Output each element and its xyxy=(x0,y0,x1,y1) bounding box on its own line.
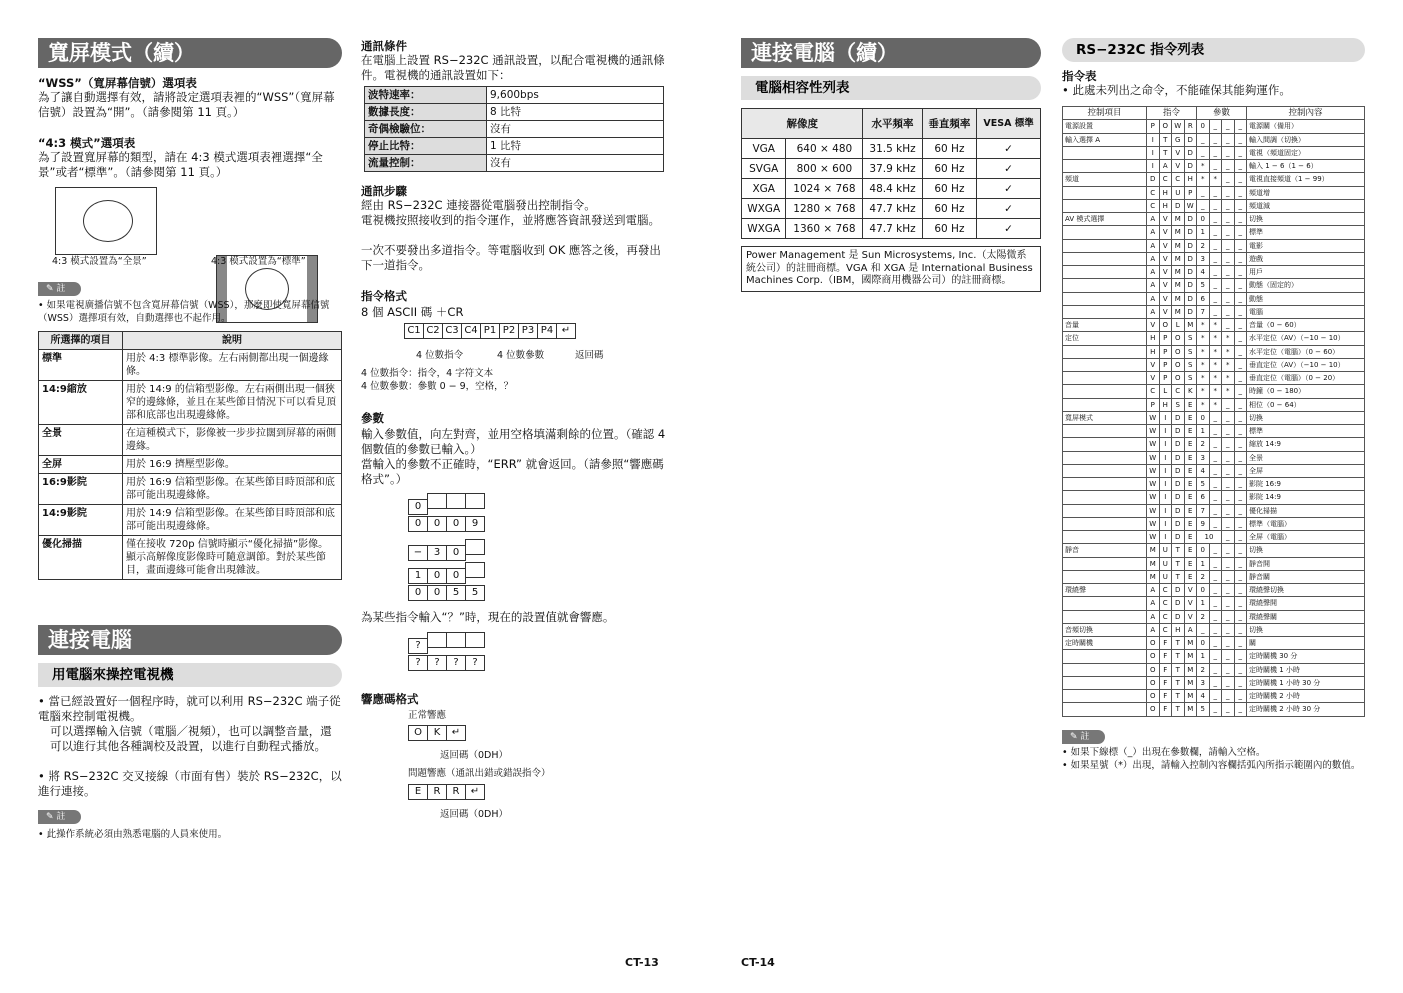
resp-return-1: 返回碼（0DH） xyxy=(440,750,509,761)
table-row: W I D E 9 _ _ _ 標準（電腦） xyxy=(1063,517,1365,530)
compat-subtitle: 電腦相容性列表 xyxy=(741,76,1041,100)
page-number-14: CT-14 xyxy=(741,956,775,969)
param-body-2: 當輸入的參數不正確時，“ERR” 就會返回。（請參照“響應碼格式”。） xyxy=(361,457,664,486)
table-row: O F T M 3 _ _ _ 定時關機 1 小時 30 分 xyxy=(1063,676,1365,689)
table-row: H P O S * * * _ 水平定位（電腦）（0 − 60） xyxy=(1063,345,1365,358)
table-row: 頻道 D C C H * * _ _ 電視直接頻道（1 − 99） xyxy=(1063,173,1365,186)
table-row: 環繞聲 A C D V 0 _ _ _ 環繞聲切換 xyxy=(1063,584,1365,597)
table-row: W I D E 4 _ _ _ 全屏 xyxy=(1063,464,1365,477)
underscore-note: • 如果下線標（_）出現在參數欄，請輸入空格。 xyxy=(1062,747,1266,758)
fmt-boxes: C1 C2 C3 C4 P1 P2 P3 P4 ↵ xyxy=(404,323,575,339)
table-row: 流量控制： 沒有 xyxy=(365,155,664,172)
table-row: 定時關機 O F T M 0 _ _ _ 關 xyxy=(1063,637,1365,650)
comm-table xyxy=(364,86,664,172)
proc-line-3: 一次不要發出多道指令。等電腦收到 OK 應答之後，再發出下一道指令。 xyxy=(361,243,661,272)
fmt-label-cmd: 4 位數指令 xyxy=(416,350,464,361)
table-row: W I D E 3 _ _ _ 全景 xyxy=(1063,451,1365,464)
param-example: 0 xyxy=(408,493,484,515)
panorama-diagram xyxy=(55,187,157,255)
wide-mode-title: 寬屏模式（續） xyxy=(38,38,342,68)
cmd-bullet: • 此處未列出之命令，不能確保其能夠運作。 xyxy=(1062,83,1291,97)
table-row: W I D E 10 _ _ 全屏（電腦） xyxy=(1063,531,1365,544)
table-row: W I D E 5 _ _ _ 影院 16:9 xyxy=(1063,478,1365,491)
pc-subtitle: 用電腦來操控電視機 xyxy=(38,663,342,687)
table-row: A V M D 2 _ _ _ 電影 xyxy=(1063,239,1365,252)
fmt-label-param: 4 位數參數 xyxy=(497,350,545,361)
param-example: 0 0 5 5 xyxy=(408,585,484,601)
table-row: 寬屏模式 W I D E 0 _ _ _ 切換 xyxy=(1063,411,1365,424)
table-row: 16:9影院 用於 16:9 信箱型影像。在某些節目時頂部和底部可能出現邊緣條。 xyxy=(39,474,342,505)
pc-title: 連接電腦 xyxy=(38,625,342,655)
compat-table: 解像度 水平頻率 垂直頻率 VESA 標準 VGA 640 × 480 31.5 kHz 60 Hz ✓ SVGA 800 × 600 37.9 kHz 60 Hz ✓ XGA 1024 × 768 48.4 kHz 60 Hz ✓ WXGA 1280 × 768 47.7 kHz 60 Hz ✓ WXGA 1360 × 768 47.7 kHz 60 Hz ✓ xyxy=(741,108,1041,239)
table-row: A C D V 1 _ _ _ 環繞聲開 xyxy=(1063,597,1365,610)
table-row: W I D E 7 _ _ _ 優化掃描 xyxy=(1063,504,1365,517)
table-row: 波特速率： 9,600bps xyxy=(365,87,664,104)
table-row: 全屏 用於 16:9 擠壓型影像。 xyxy=(39,456,342,474)
query-example: ? ? ? ? xyxy=(408,655,484,671)
param-heading: 參數 xyxy=(361,411,384,425)
mode43-heading: “4:3 模式”選項表 xyxy=(38,136,136,150)
table-row: A V M D 5 _ _ _ 動態（固定的） xyxy=(1063,279,1365,292)
resp-heading: 響應碼格式 xyxy=(361,692,419,706)
table-row: 音頻切換 A C H A _ _ _ _ 切換 xyxy=(1063,623,1365,636)
proc-line-1: 經由 RS−232C 連接器從電腦發出控制指令。 xyxy=(361,198,596,212)
operator-note: • 此操作系統必須由熟悉電腦的人員來使用。 xyxy=(38,829,228,840)
table-row: O F T M 5 _ _ _ 定時關機 2 小時 30 分 xyxy=(1063,703,1365,716)
table-row: V P O S * * * _ 垂直定位（電腦）（0 − 20） xyxy=(1063,372,1365,385)
param-example: 0 0 0 9 xyxy=(408,516,484,532)
fmt-desc-1: 4 位數指令：指令，4 字符文本 xyxy=(361,368,494,379)
resp-error-label: 問題響應（通訊出錯或錯誤指令） xyxy=(408,768,551,779)
table-row: A V M D 7 _ _ _ 電腦 xyxy=(1063,305,1365,318)
wss-body: 為了讓自動選擇有效，請將設定選項表裡的“WSS”（寬屏幕信號）設置為“開”。（請參閱第 11 頁。） xyxy=(38,90,335,119)
table-row: A C D V 2 _ _ _ 環繞聲關 xyxy=(1063,610,1365,623)
table-row: 數據長度： 8 比特 xyxy=(365,104,664,121)
table-row: WXGA 1360 × 768 47.7 kHz 60 Hz ✓ xyxy=(742,219,1041,239)
resp-ok-boxes: O K ↵ xyxy=(408,725,465,741)
comm-body: 在電腦上設置 RS−232C 通訊設置，以配合電視機的通訊條件。電視機的通訊設置如下： xyxy=(361,53,665,82)
table-row: A V M D 6 _ _ _ 動態 xyxy=(1063,292,1365,305)
table-row: W I D E 6 _ _ _ 影院 14:9 xyxy=(1063,491,1365,504)
table-row: A V M D 3 _ _ _ 遊戲 xyxy=(1063,252,1365,265)
resp-err-boxes: E R R ↵ xyxy=(408,784,484,800)
query-example: ? xyxy=(408,632,484,654)
command-table: 控制項目 指令 參數 控制內容 電源設置 P O W R 0 _ _ _ 電源關（備用） 輸入選擇 A I T G D _ _ _ _ 輸入間調（切換） I T V D _ _ _ _ 電視（頻道固定） I A V D * _ _ _ 輸入 1 − 6（1 − 6） 頻道 D C C H * * _ _ 電視直接頻道（1 − 99） C H U P _ _ _ _ 頻道增 C H D W _ _ _ _ 頻道減 AV 模式選擇 A V M D 0 _ _ _ 切換 A V M D 1 _ _ _ 標準 A V M D 2 _ _ _ 電影 A V M D 3 _ _ _ 遊戲 A V M D 4 _ _ _ 用戶 A V M D 5 _ _ _ 動態（固定的） A V M D 6 _ _ _ 動態 A V M D 7 _ _ _ 電腦 音量 V O L M * * _ _ 音量（0 − 60） 定位 H P O S * * * _ 水平定位（AV）（−10 − 10） H P O S * * * _ 水平定位（電腦）（0 − 60） V P O S * * * _ 垂直定位（AV）（−10 − 10） V P O S * * * _ 垂直定位（電腦）（0 − 20） C L C K * * * _ 時鐘（0 − 180） P H S E * * _ _ 相位（0 − 64） 寬屏模式 W I D E 0 _ _ _ 切換 W I D E 1 _ _ _ 標準 W I D E 2 _ _ _ 縮放 14:9 W I D E 3 _ _ _ 全景 W I D E 4 _ _ _ 全屏 W I D E 5 _ _ _ 影院 16:9 W I D E 6 _ _ _ 影院 14:9 W I D E 7 _ _ _ 優化掃描 W I D E 9 _ _ _ 標準（電腦） W I D E 10 _ _ 全屏（電腦） 靜音 M U T E 0 _ _ _ 切換 M U T E 1 _ _ _ 靜音開 M U T E 2 _ _ _ 靜音關 環繞聲 A C D V 0 _ _ _ 環繞聲切換 A C D V 1 _ _ _ 環繞聲開 A C D V 2 _ _ _ 環繞聲關 音頻切換 A C H A _ _ _ _ 切換 定時關機 O F T M 0 _ _ _ 關 O F T M 1 _ _ _ 定時關機 30 分 O F T M 2 _ _ _ 定時關機 1 小時 O F T M 3 _ _ _ 定時關機 1 小時 30 分 O F T M 4 _ _ _ 定時關機 2 小時 O F T M 5 _ _ _ 定時關機 2 小時 30 分 xyxy=(1062,106,1365,717)
pc-continued-title: 連接電腦（續） xyxy=(741,38,1041,68)
table-row: 電源設置 P O W R 0 _ _ _ 電源關（備用） xyxy=(1063,120,1365,133)
param-example: 1 0 0 xyxy=(408,562,484,584)
cmd-heading: 指令表 xyxy=(1062,69,1097,83)
mode43-body: 為了設置寬屏幕的類型，請在 4:3 模式選項表裡選擇“全景”或者“標準”。（請參閱第 11 頁。） xyxy=(38,150,323,179)
table-row: M U T E 1 _ _ _ 靜音開 xyxy=(1063,557,1365,570)
fmt-label-return: 返回碼 xyxy=(575,350,604,361)
pc-bullet-1: • 當已經設置好一個程序時，就可以利用 RS−232C 端子從電腦來控制電視機。 xyxy=(38,694,341,723)
table-row: 停止比特： 1 比特 xyxy=(365,138,664,155)
table-row: A V M D 4 _ _ _ 用戶 xyxy=(1063,266,1365,279)
wss-note: • 如果電視廣播信號不包含寬屏幕信號（WSS），那麼即使寬屏幕信號（WSS）選擇項有效，自動選擇也不起作用。 xyxy=(38,300,330,324)
proc-line-2: 電視機按照接收到的指令運作，並將應答資訊發送到電腦。 xyxy=(361,213,660,227)
table-row: 音量 V O L M * * _ _ 音量（0 − 60） xyxy=(1063,319,1365,332)
fmt-line: 8 個 ASCII 碼 ＋CR xyxy=(361,305,464,319)
table-row: 定位 H P O S * * * _ 水平定位（AV）（−10 − 10） xyxy=(1063,332,1365,345)
param-example: − 3 0 xyxy=(408,539,484,561)
note-badge-2: ✎ 註 xyxy=(38,810,81,824)
table-row: WXGA 1280 × 768 47.7 kHz 60 Hz ✓ xyxy=(742,199,1041,219)
table-row: 全景 在這種模式下，影像被一步步拉闊到屏幕的兩側邊緣。 xyxy=(39,425,342,456)
table-row: C H D W _ _ _ _ 頻道減 xyxy=(1063,199,1365,212)
comm-heading: 通訊條件 xyxy=(361,39,407,53)
asterisk-note: • 如果星號（*）出現，請輸入控制內容欄括弧內所指示範圍內的數值。 xyxy=(1062,760,1361,771)
table-row: C H U P _ _ _ _ 頻道增 xyxy=(1063,186,1365,199)
trademark-box: Power Management 是 Sun Microsystems, Inc.（太陽微系統公司）的註冊商標。VGA 和 XGA 是 International Business Machines Corp.（IBM，國際商用機器公司）的註冊商標。 xyxy=(741,246,1041,292)
table-row: P H S E * * _ _ 相位（0 − 64） xyxy=(1063,398,1365,411)
pc-bullet-1b: 可以選擇輸入信號（電腦／視頻），也可以調整音量，還可以進行其他各種調校及設置，以進行自動程式播放。 xyxy=(50,724,332,753)
table-row: W I D E 1 _ _ _ 標準 xyxy=(1063,425,1365,438)
table-row: 輸入選擇 A I T G D _ _ _ _ 輸入間調（切換） xyxy=(1063,133,1365,146)
table-row: 奇偶檢驗位： 沒有 xyxy=(365,121,664,138)
table-row: 靜音 M U T E 0 _ _ _ 切換 xyxy=(1063,544,1365,557)
caption-panorama: 4:3 模式設置為“全景” xyxy=(52,256,147,267)
table-row: I A V D * _ _ _ 輸入 1 − 6（1 − 6） xyxy=(1063,160,1365,173)
table-row: W I D E 2 _ _ _ 縮放 14:9 xyxy=(1063,438,1365,451)
fmt-heading: 指令格式 xyxy=(361,289,407,303)
table-row: O F T M 2 _ _ _ 定時關機 1 小時 xyxy=(1063,663,1365,676)
table-row: V P O S * * * _ 垂直定位（AV）（−10 − 10） xyxy=(1063,358,1365,371)
page-number-13: CT-13 xyxy=(625,956,659,969)
table-row: O F T M 1 _ _ _ 定時關機 30 分 xyxy=(1063,650,1365,663)
cmd-list-title: RS−232C 指令列表 xyxy=(1062,38,1365,62)
caption-standard: 4:3 模式設置為“標準” xyxy=(211,256,306,267)
param-body-1: 輸入參數值，向左對齊，並用空格填滿剩餘的位置。（確認 4 個數值的參數已輸入。） xyxy=(361,427,666,456)
query-text: 為某些指令輸入“？”時，現在的設置值就會響應。 xyxy=(361,610,615,624)
table-row: C L C K * * * _ 時鐘（0 − 180） xyxy=(1063,385,1365,398)
table-row: 14:9影院 用於 14:9 信箱型影像。在某些節目時頂部和底部可能出現邊緣條。 xyxy=(39,505,342,536)
table-row: 標準 用於 4:3 標準影像。左右兩側都出現一個邊緣條。 xyxy=(39,350,342,381)
note-badge: ✎ 註 xyxy=(38,282,81,296)
table-row: AV 模式選擇 A V M D 0 _ _ _ 切換 xyxy=(1063,213,1365,226)
note-badge-3: ✎ 註 xyxy=(1062,730,1105,744)
proc-heading: 通訊步驟 xyxy=(361,184,407,198)
table-row: O F T M 4 _ _ _ 定時關機 2 小時 xyxy=(1063,690,1365,703)
resp-return-2: 返回碼（0DH） xyxy=(440,809,509,820)
table-row: XGA 1024 × 768 48.4 kHz 60 Hz ✓ xyxy=(742,179,1041,199)
fmt-desc-2: 4 位數參數：參數 0 − 9，空格，？ xyxy=(361,381,514,392)
mode-table: 所選擇的項目 說明 標準 用於 4:3 標準影像。左右兩側都出現一個邊緣條。 14:9縮放 用於 14:9 的信箱型影像。左右兩側出現一個狹窄的邊緣條，並且在某些節目情況下可以看見頂部和底部也出現邊緣條。 全景 在這種模式下，影像被一步步拉闊到屏幕的兩側邊緣。 全屏 用於 16:9 擠壓型影像。 16:9影院 用於 16:9 信箱型影像。在某些節目時頂部和底部可能出現邊緣條。 14:9影院 用於 14:9 信箱型影像。在某些節目時頂部和底部可能出現邊緣條。 優化掃描 僅在接收 720p 信號時顯示“優化掃描”影像。顯示高解像度影像時可隨意調節。對於某些節目，畫面邊緣可能會出現雜波。 xyxy=(38,331,342,580)
table-row: 14:9縮放 用於 14:9 的信箱型影像。左右兩側出現一個狹窄的邊緣條，並且在某些節目情況下可以看見頂部和底部也出現邊緣條。 xyxy=(39,381,342,425)
table-row: I T V D _ _ _ _ 電視（頻道固定） xyxy=(1063,146,1365,159)
table-row: M U T E 2 _ _ _ 靜音關 xyxy=(1063,570,1365,583)
table-row: A V M D 1 _ _ _ 標準 xyxy=(1063,226,1365,239)
table-row: SVGA 800 × 600 37.9 kHz 60 Hz ✓ xyxy=(742,159,1041,179)
pc-bullet-2: • 將 RS−232C 交叉接線（市面有售）裝於 RS−232C，以進行連接。 xyxy=(38,769,342,798)
wss-heading: “WSS”（寬屏幕信號）選項表 xyxy=(38,76,197,90)
table-row: 優化掃描 僅在接收 720p 信號時顯示“優化掃描”影像。顯示高解像度影像時可隨意調節。對於某些節目，畫面邊緣可能會出現雜波。 xyxy=(39,536,342,580)
resp-normal-label: 正常響應 xyxy=(408,710,447,721)
table-row: VGA 640 × 480 31.5 kHz 60 Hz ✓ xyxy=(742,139,1041,159)
